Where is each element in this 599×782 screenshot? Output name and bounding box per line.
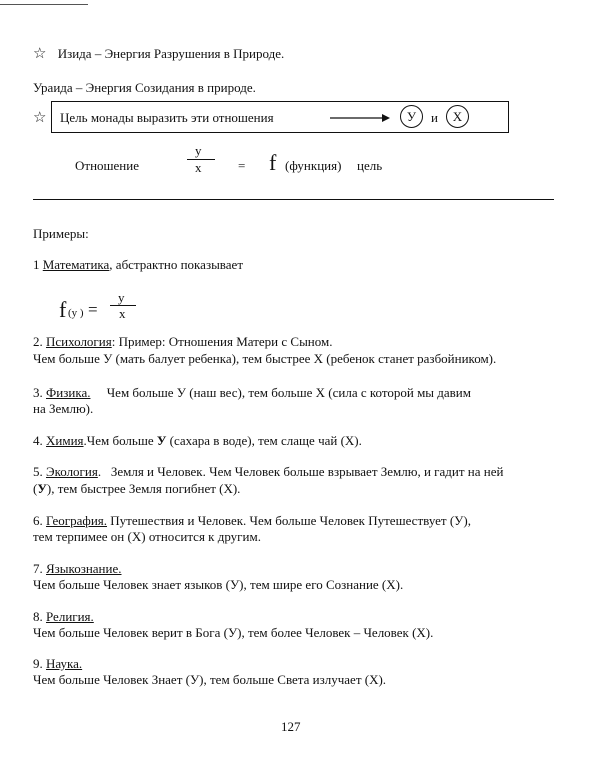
example-title: Экология [46,464,98,479]
example-7-line2: Чем больше Человек знает языков (У), тем шире его Сознание (Х). [33,577,404,592]
example-4 [33,433,362,449]
example-number: 5. [33,464,46,479]
example-1 [33,257,243,273]
example-3 [33,385,471,401]
example-text: Путешествия и Человек. Чем больше Человек Путешествует (У), [107,513,471,528]
isida-text: Изида – Энергия Разрушения в Природе. [57,46,285,61]
top-edge-line [0,4,88,5]
relation-func: (функция) [285,158,342,173]
example-text: , абстрактно показывает [109,257,243,272]
relation-goal: цель [357,158,383,173]
example-2 [33,334,333,350]
relation-equals: = [238,158,246,173]
example-number: 7. [33,561,46,576]
example-title: Математика [42,257,110,272]
example-text: .Чем больше [83,433,157,448]
goal-text: Цель монады выразить эти отношения [60,110,274,125]
page-number: 127 [281,719,301,734]
examples-heading: Примеры: [33,226,89,241]
divider [33,199,554,200]
example-bold: У [37,481,47,496]
relation-denominator: х [195,160,202,175]
example-title: Химия [46,433,84,448]
relation-label: Отношение [75,158,139,173]
star-icon: ☆ [33,44,47,62]
example-2-line2: Чем больше У (мать балует ребенка), тем быстрее Х (ребенок станет разбойником). [33,351,497,366]
example-8 [33,609,94,625]
conjunction: и [431,110,438,125]
example-text: : Пример: Отношения Матери с Сыном. [111,334,333,349]
arrow-right-icon [330,112,390,124]
example-text: Чем больше У (наш вес), тем больше Х (сила с которой мы давим [90,385,471,400]
example-text: . Земля и Человек. Чем Человек больше взрывает Землю, и гадит на ней [97,464,504,479]
star-icon: ☆ [33,108,47,126]
goal-box [51,101,509,133]
example-5 [33,464,503,480]
example-title: Физика. [46,385,91,400]
relation-f: f [269,150,277,175]
relation-numerator: у [195,143,202,158]
circle-x: Х [446,105,469,128]
example-text: (сахара в воде), тем слаще чай (Х). [166,433,362,448]
example-number: 8. [33,609,46,624]
example-number: 9. [33,656,46,671]
example-3-line2: на Землю). [33,401,94,416]
formula-equals: = [88,300,98,319]
example-number: 3. [33,385,46,400]
example-title: Психология [46,334,112,349]
example-9 [33,656,82,672]
example-number: 6. [33,513,46,528]
heading-isida [33,44,284,62]
example-5-line2 [33,481,240,497]
example-9-line2: Чем больше Человек Знает (У), тем больше Света излучает (Х). [33,672,387,687]
formula-numerator: у [118,290,125,305]
example-text: ( [33,481,38,496]
example-7 [33,561,122,577]
example-number: 4. [33,433,46,448]
example-number: 2. [33,334,46,349]
example-title: Наука. [46,656,83,671]
example-6 [33,513,471,529]
example-8-line2: Чем больше Человек верит в Бога (У), тем более Человек – Человек (Х). [33,625,434,640]
example-title: География. [46,513,108,528]
example-number: 1 [33,257,43,272]
example-title: Языкознание. [46,561,122,576]
circle-y: У [400,105,423,128]
example-bold: У [156,433,167,448]
example-text: ), тем быстрее Земля погибнет (Х). [46,481,241,496]
example-6-line2: тем терпимее он (Х) относится к другим. [33,529,261,544]
formula-f: f [59,297,67,322]
uraida-text: Ураида – Энергия Созидания в природе. [33,80,256,95]
example-title: Религия. [46,609,94,624]
formula-sub: (у ) [68,307,84,319]
formula-denominator: х [119,306,126,321]
